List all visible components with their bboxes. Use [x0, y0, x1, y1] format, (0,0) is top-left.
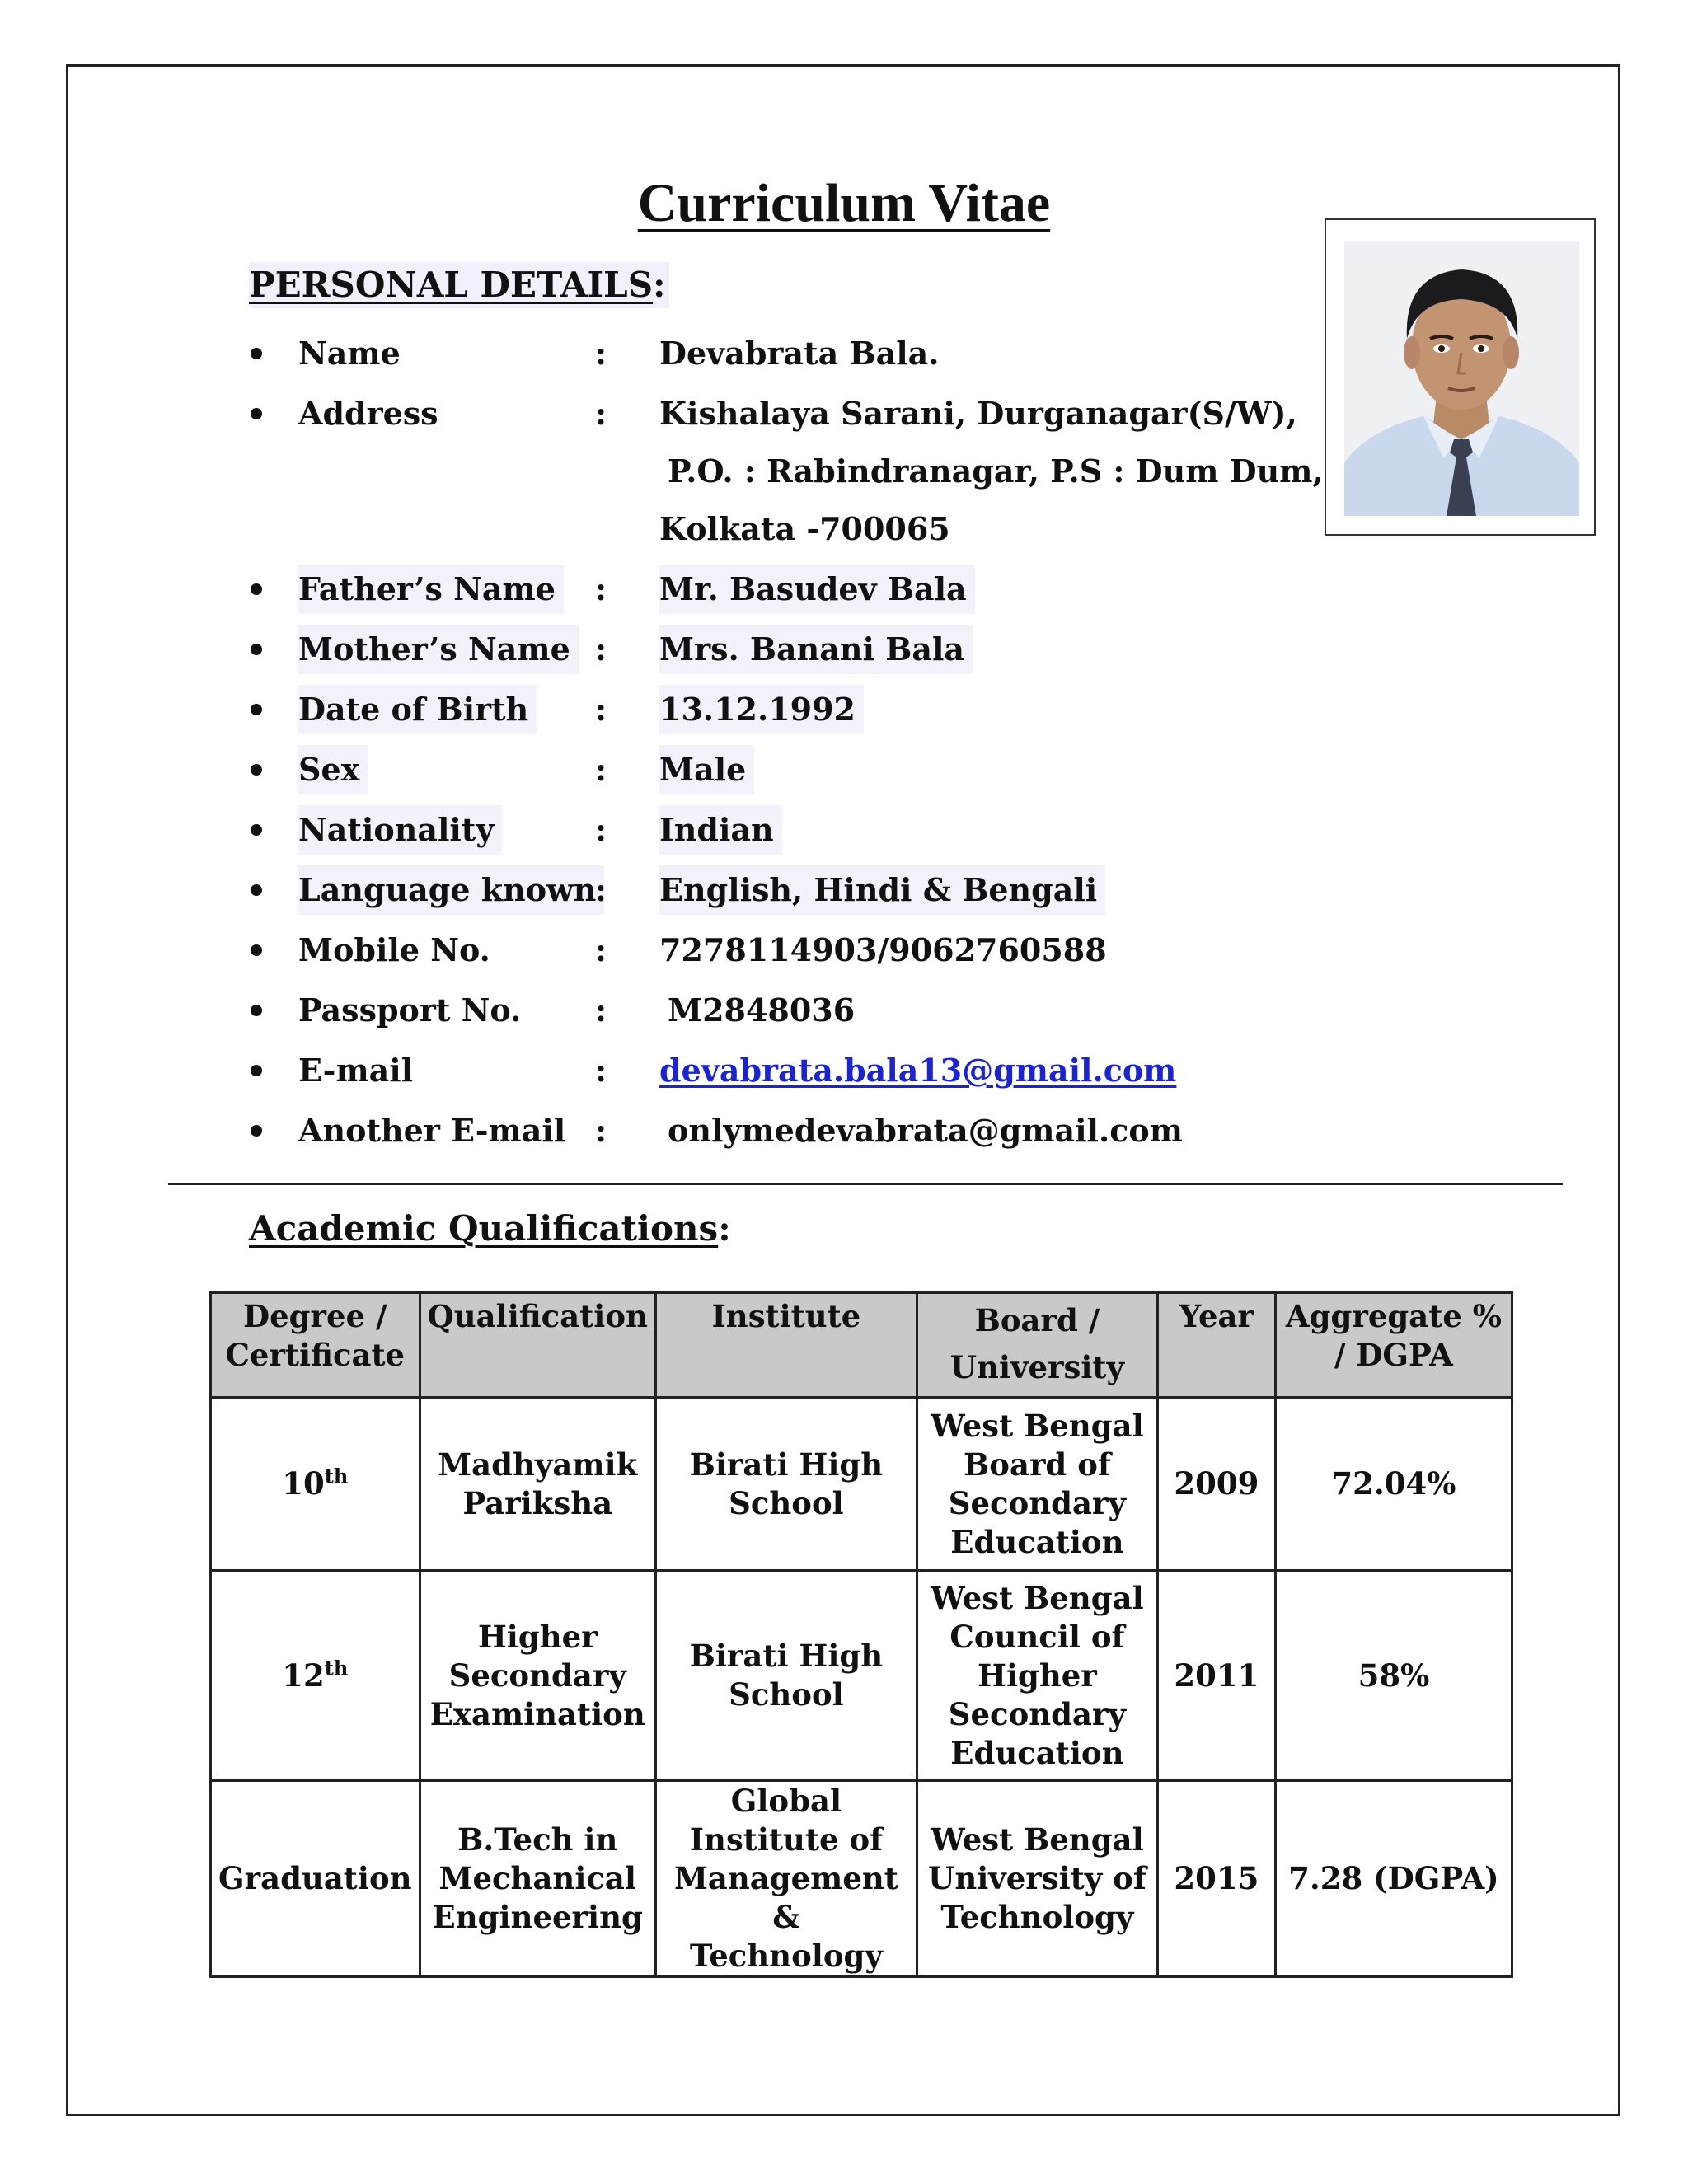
cell-degree: 12th [211, 1571, 420, 1781]
cell-degree: 10th [211, 1398, 420, 1571]
bullet-icon [251, 1125, 262, 1137]
cell-year: 2011 [1157, 1571, 1275, 1781]
bullet-icon [251, 583, 262, 595]
bullet-icon [251, 408, 262, 419]
language-value: English, Hindi & Bengali [659, 865, 1105, 915]
col-qualification-header: Qualification [420, 1293, 655, 1398]
detail-row-language [0, 865, 1688, 915]
col-year-header: Year [1157, 1293, 1275, 1398]
page-title: Curriculum Vitae [637, 173, 1051, 233]
bullet-icon [251, 1005, 262, 1016]
bullet-icon [251, 644, 262, 655]
table-row [211, 1571, 1512, 1781]
academic-heading-text: Academic Qualifications [249, 1208, 719, 1249]
detail-row-sex [0, 745, 1688, 794]
dob-value: 13.12.1992 [659, 685, 864, 734]
cell-year: 2009 [1157, 1398, 1275, 1571]
bullet-icon [251, 1065, 262, 1076]
col-board-header: Board / University [917, 1293, 1157, 1398]
section-divider [168, 1183, 1563, 1185]
passport-label: Passport No. [298, 991, 522, 1029]
detail-row-passport [0, 986, 1688, 1035]
bullet-icon [251, 824, 262, 836]
sex-value: Male [659, 745, 754, 794]
cell-qualification: Madhyamik Pariksha [420, 1398, 655, 1571]
colon: : [595, 1112, 607, 1149]
cell-year: 2015 [1157, 1781, 1275, 1977]
cell-board: West Bengal Board of Secondary Education [917, 1398, 1157, 1571]
cell-aggregate: 72.04% [1275, 1398, 1512, 1571]
nationality-label: Nationality [298, 805, 502, 855]
language-label: Language known [298, 865, 604, 915]
cell-board: West Bengal Council of Higher Secondary Education [917, 1571, 1157, 1781]
address-line-3: Kolkata -700065 [659, 510, 950, 547]
address-label: Address [298, 395, 438, 432]
heading-colon: : [718, 1208, 731, 1249]
heading-colon: : [653, 265, 666, 305]
detail-row-father [0, 565, 1688, 614]
passport-value: M2848036 [668, 991, 856, 1029]
cell-institute: Birati High School [655, 1571, 917, 1781]
father-value: Mr. Basudev Bala [659, 565, 975, 614]
mobile-value: 7278114903/9062760588 [659, 931, 1107, 968]
academic-table [209, 1291, 1513, 1978]
bullet-icon [251, 944, 262, 956]
table-header-row [211, 1293, 1512, 1398]
name-label: Name [298, 335, 401, 372]
personal-details-heading-text: PERSONAL DETAILS [249, 265, 654, 305]
colon: : [595, 570, 607, 607]
detail-row-address [0, 389, 1688, 438]
personal-details-heading [249, 262, 669, 308]
col-degree-header: Degree / Certificate [211, 1293, 420, 1398]
cell-institute: Global Institute of Management & Technology [655, 1781, 917, 1977]
colon: : [595, 691, 607, 728]
cell-qualification: Higher Secondary Examination [420, 1571, 655, 1781]
detail-row-email2 [0, 1106, 1688, 1155]
mobile-label: Mobile No. [298, 931, 490, 968]
colon: : [595, 871, 607, 908]
address-line-1: Kishalaya Sarani, Durganagar(S/W), [659, 395, 1297, 432]
cell-institute: Birati High School [655, 1398, 917, 1571]
col-institute-header: Institute [655, 1293, 917, 1398]
detail-row-mobile [0, 926, 1688, 975]
table-row [211, 1398, 1512, 1571]
cell-aggregate: 58% [1275, 1571, 1512, 1781]
email-link[interactable]: devabrata.bala13@gmail.com [659, 1052, 1177, 1089]
address-line-2: P.O. : Rabindranagar, P.S : Dum Dum, [668, 452, 1324, 490]
detail-row-name [0, 329, 1688, 378]
bullet-icon [251, 704, 262, 715]
name-value: Devabrata Bala. [659, 335, 940, 372]
nationality-value: Indian [659, 805, 782, 855]
detail-row-nationality [0, 805, 1688, 855]
colon: : [595, 1052, 607, 1089]
academic-heading [249, 1206, 731, 1252]
cell-qualification: B.Tech in Mechanical Engineering [420, 1781, 655, 1977]
col-aggregate-header: Aggregate % / DGPA [1275, 1293, 1512, 1398]
bullet-icon [251, 348, 262, 359]
detail-row-mother [0, 625, 1688, 674]
cell-aggregate: 7.28 (DGPA) [1275, 1781, 1512, 1977]
bullet-icon [251, 764, 262, 776]
sex-label: Sex [298, 745, 368, 794]
email-label: E-mail [298, 1052, 414, 1089]
father-label: Father’s Name [298, 565, 564, 614]
colon: : [595, 931, 607, 968]
mother-value: Mrs. Banani Bala [659, 625, 973, 674]
email2-label: Another E-mail [298, 1112, 566, 1149]
colon: : [595, 630, 607, 668]
colon: : [595, 395, 607, 432]
dob-label: Date of Birth [298, 685, 537, 734]
colon: : [595, 811, 607, 848]
email2-value: onlymedevabrata@gmail.com [668, 1112, 1183, 1149]
cell-degree: Graduation [211, 1781, 420, 1977]
mother-label: Mother’s Name [298, 625, 579, 674]
colon: : [595, 991, 607, 1029]
bullet-icon [251, 884, 262, 896]
cell-board: West Bengal University of Technology [917, 1781, 1157, 1977]
detail-row-email [0, 1046, 1688, 1095]
colon: : [595, 751, 607, 788]
colon: : [595, 335, 607, 372]
table-row [211, 1781, 1512, 1977]
detail-row-dob [0, 685, 1688, 734]
